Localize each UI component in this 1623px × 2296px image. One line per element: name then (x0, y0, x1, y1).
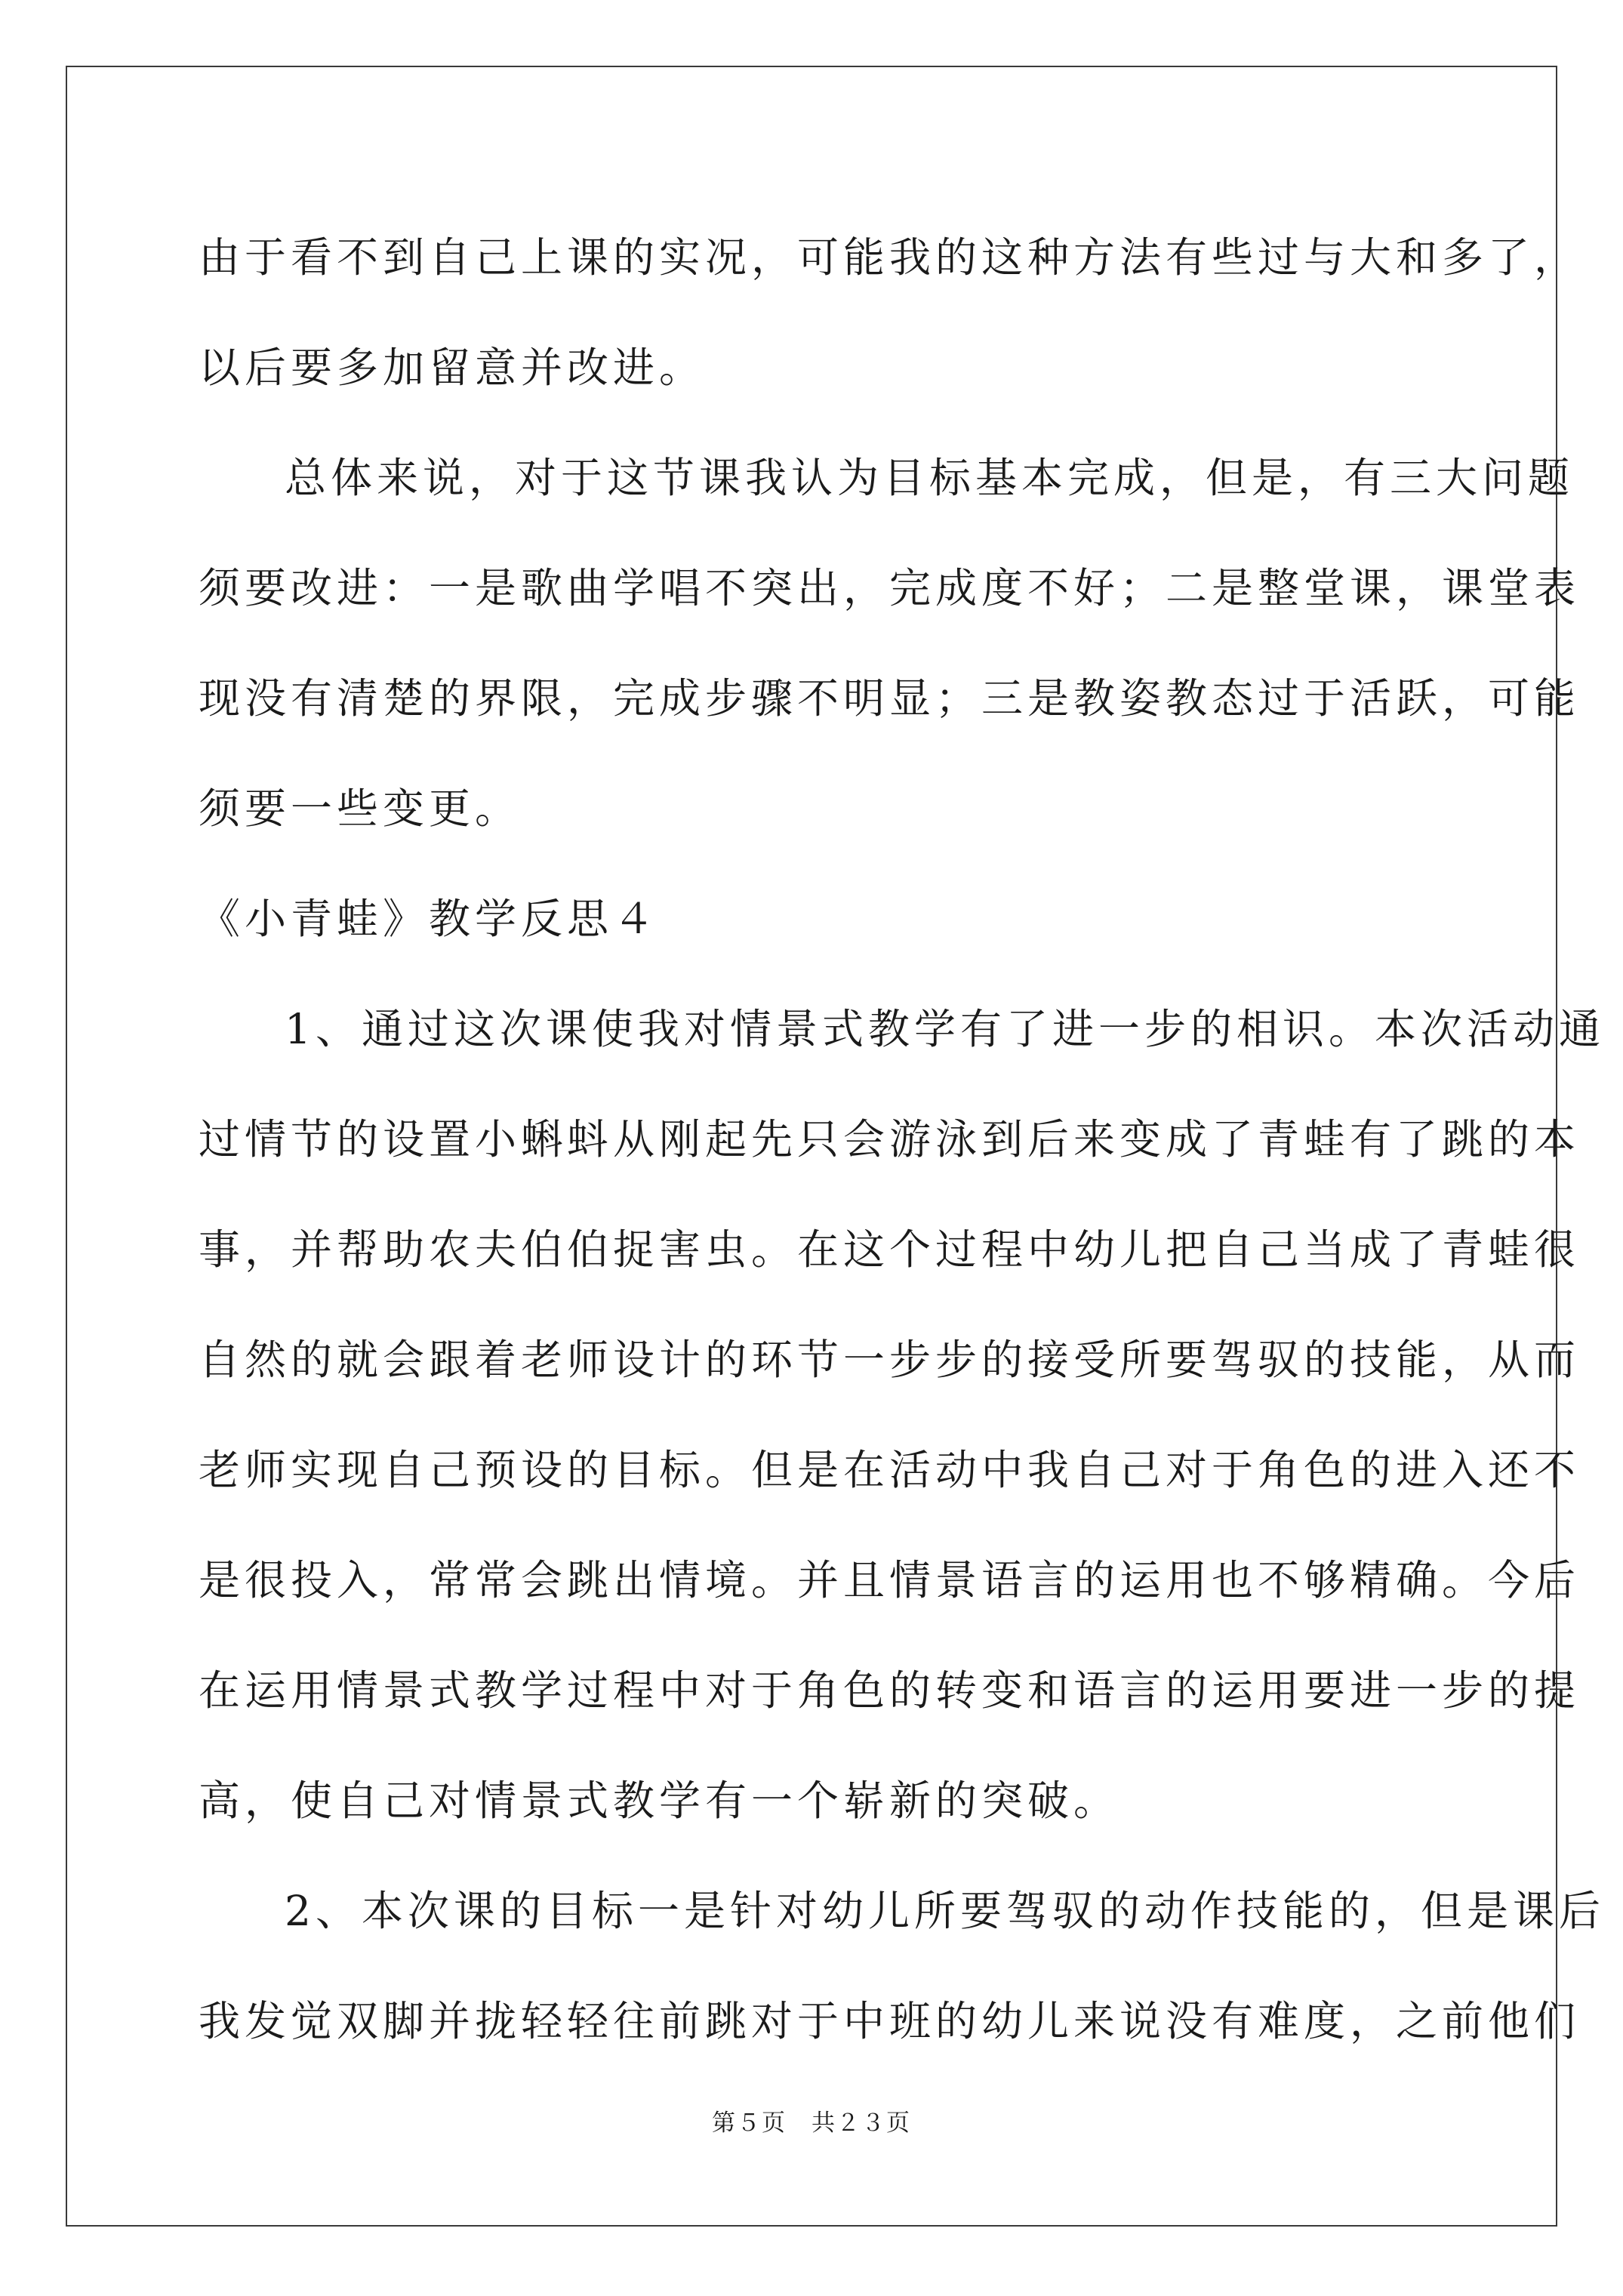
body-text-line: 由于看不到自己上课的实况，可能我的这种方法有些过与大和多了， (199, 233, 1581, 282)
body-text-line: 自然的就会跟着老师设计的环节一步步的接受所要驾驭的技能，从而 (199, 1336, 1581, 1384)
body-text-line: 老师实现自己预设的目标。但是在活动中我自己对于角色的进入还不 (199, 1446, 1581, 1494)
body-text-line: 过情节的设置小蝌蚪从刚起先只会游泳到后来变成了青蛙有了跳的本 (199, 1115, 1581, 1163)
paragraph-first-line: 2、本次课的目标一是针对幼儿所要驾驭的动作技能的，但是课后 (285, 1887, 1605, 1935)
body-text-line: 现没有清楚的界限，完成步骤不明显；三是教姿教态过于活跃，可能 (199, 674, 1581, 723)
body-text-line: 高，使自己对情景式教学有一个崭新的突破。 (199, 1777, 1120, 1825)
body-text-line: 在运用情景式教学过程中对于角色的转变和语言的运用要进一步的提 (199, 1666, 1581, 1715)
body-text-line: 须要改进：一是歌曲学唱不突出，完成度不好；二是整堂课，课堂表 (199, 564, 1581, 612)
section-heading: 《小青蛙》教学反思４ (199, 895, 660, 943)
body-text-line: 以后要多加留意并改进。 (199, 344, 706, 392)
paragraph-first-line: 1、通过这次课使我对情景式教学有了进一步的相识。本次活动通 (285, 1005, 1605, 1053)
body-text-line: 是很投入，常常会跳出情境。并且情景语言的运用也不够精确。今后 (199, 1556, 1581, 1604)
paragraph-first-line: 总体来说，对于这节课我认为目标基本完成，但是，有三大问题 (285, 454, 1575, 502)
body-text-line: 事，并帮助农夫伯伯捉害虫。在这个过程中幼儿把自己当成了青蛙很 (199, 1225, 1581, 1274)
document-body (199, 202, 1605, 2076)
body-text-line: 须要一些变更。 (199, 784, 522, 833)
page-number-footer: 第５页 共２３页 (712, 2110, 911, 2137)
body-text-line: 我发觉双脚并拢轻轻往前跳对于中班的幼儿来说没有难度，之前他们 (199, 1997, 1581, 2045)
